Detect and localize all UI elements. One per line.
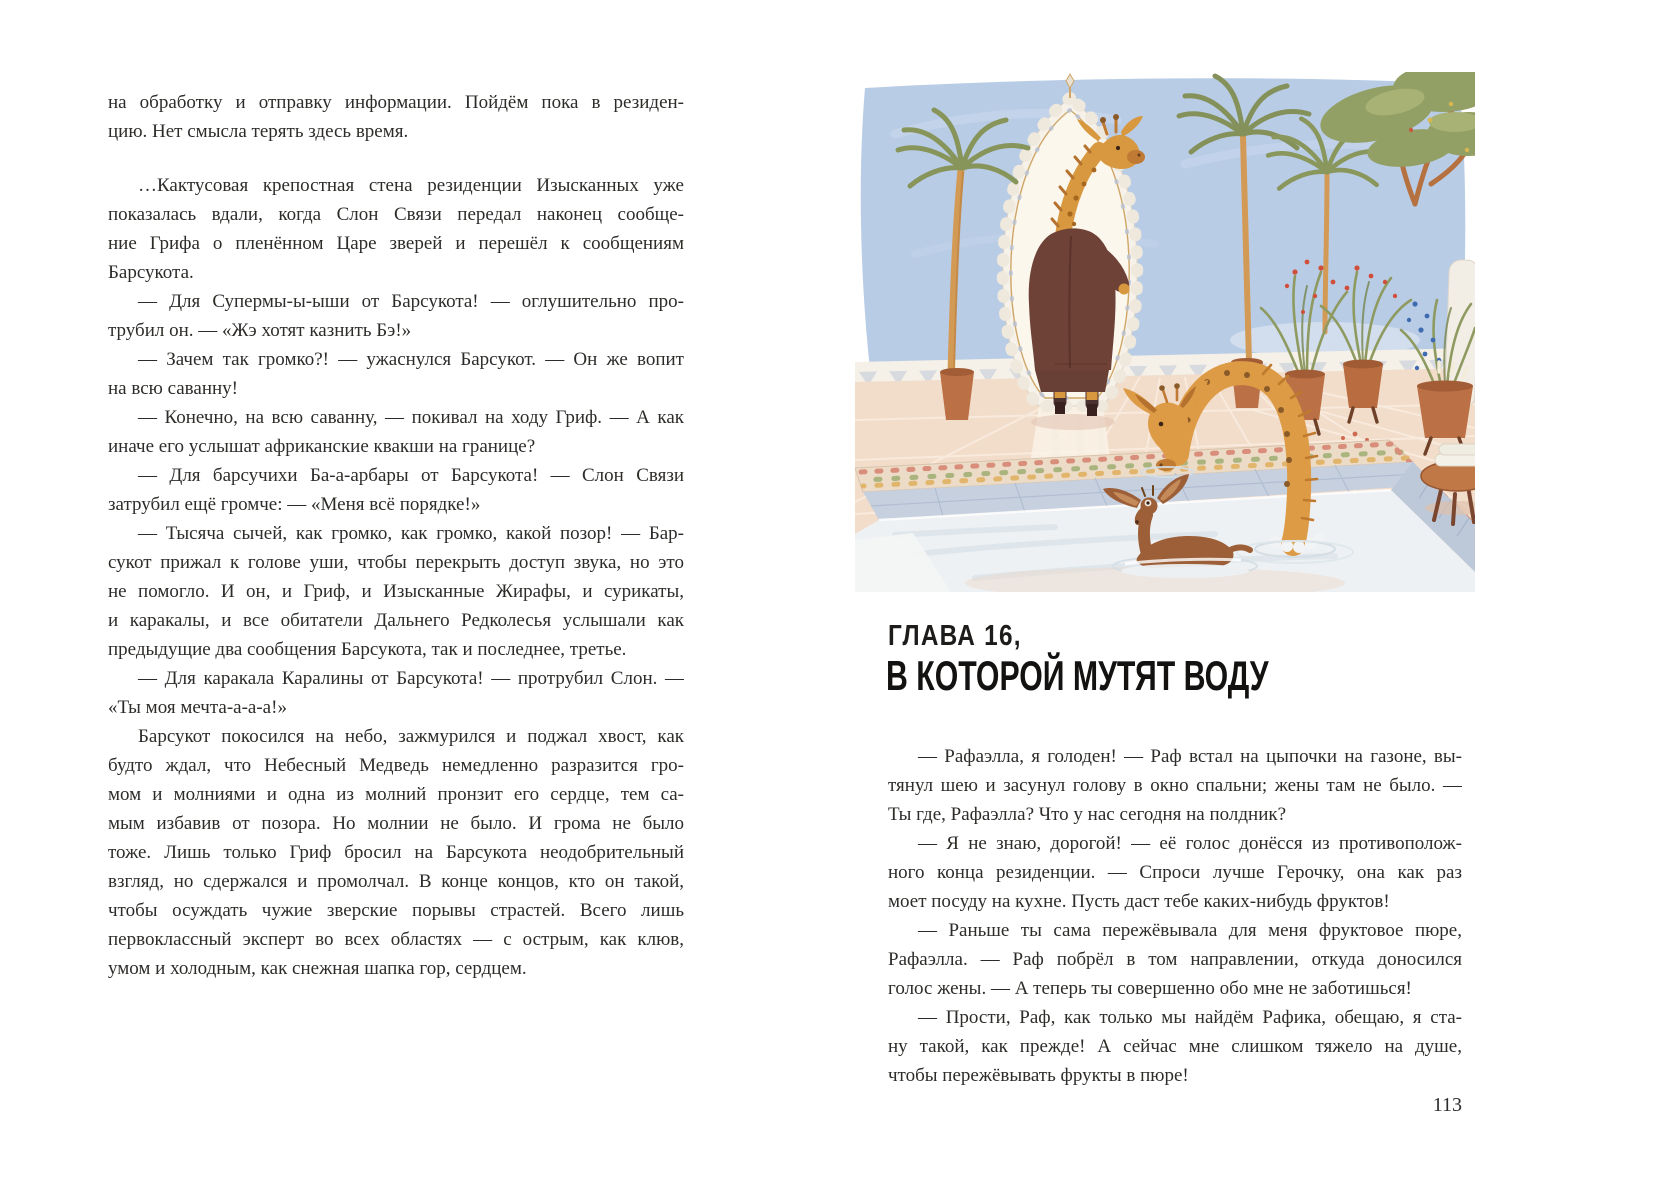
text-line: Барсукота. [108, 262, 194, 283]
paragraph [888, 742, 1462, 829]
text-line: предыдущие два сообщения Барсукота, так и последнее, третье. [108, 639, 627, 660]
text-line: не помогло. И он, и Гриф, и Изысканные Жирафы, и сурикаты, [108, 581, 684, 602]
text-line: — Раньше ты сама пережёвывала для меня фруктовое пюре, [918, 920, 1462, 941]
paragraph [108, 171, 684, 287]
paragraph [888, 1003, 1462, 1090]
text-line: мом и молниями и одна из молний пронзит его сердце, тем са- [108, 784, 684, 805]
paragraph [108, 287, 684, 345]
text-line: Рафаэлла. — Раф побрёл в том направлении, откуда доносился [888, 949, 1462, 970]
text-line: Ты где, Рафаэлла? Что у нас сегодня на полдник? [888, 804, 1287, 825]
paragraph [108, 403, 684, 461]
text-line: первоклассный эксперт во всех областях — с острым, как клюв, [108, 929, 684, 950]
paragraph [888, 829, 1462, 916]
text-line: ного конца резиденции. — Спроси лучше Герочку, она как раз [888, 862, 1462, 883]
text-line: мым избавив от позора. Но молнии не было. И грома не было [108, 813, 684, 834]
text-line: моет посуду на кухне. Пусть даст тебе каких-нибудь фруктов! [888, 891, 1390, 912]
text-line: — Для Супермы-ы-ыши от Барсукота! — оглушительно про- [138, 291, 684, 312]
paragraph [108, 664, 684, 722]
left-page-text [108, 88, 684, 983]
text-line: тянул шею и засунул голову в окно спальни; жены там не было. — [888, 775, 1462, 796]
flower-pot [1417, 386, 1473, 438]
text-line: — Тысяча сычей, как громко, как громко, какой позор! — Бар- [138, 523, 684, 544]
towel [1435, 454, 1475, 466]
text-line: — Зачем так громко?! — ужаснулся Барсукот. — Он же вопит [138, 349, 684, 370]
pool-illustration [855, 72, 1475, 592]
text-line: «Ты моя мечта-а-а-а!» [108, 697, 287, 718]
page-number: 113 [1432, 1094, 1462, 1116]
text-line: — Я не знаю, дорогой! — её голос донёсся из противополож- [918, 833, 1462, 854]
paragraph [108, 88, 684, 146]
towel [1439, 444, 1475, 455]
text-line: тоже. Лишь только Гриф бросил на Барсукота неодобрительный [108, 842, 684, 863]
paragraph [888, 916, 1462, 1003]
text-line: будто ждал, что Небесный Медведь немедленно разразится гро- [108, 755, 684, 776]
text-line: Барсукот покосился на небо, зажмурился и поджал хвост, как [138, 726, 684, 747]
chapter-kicker: ГЛАВА 16, [888, 620, 1022, 652]
text-line: — Для барсучихи Ба-а-арбары от Барсукота! — Слон Связи [138, 465, 684, 486]
giraffe-hand [1119, 284, 1130, 295]
paragraph [108, 461, 684, 519]
text-line: затрубил ещё громче: — «Меня всё порядке!» [108, 494, 481, 515]
paragraph [108, 345, 684, 403]
text-line: иначе его услышат африканские квакши на границе? [108, 436, 536, 457]
text-line: — Конечно, на всю саванну, — покивал на ходу Гриф. — А как [138, 407, 684, 428]
paragraph [108, 519, 684, 664]
text-line: цию. Нет смысла терять здесь время. [108, 121, 409, 142]
text-line: чтобы пережёвывать фрукты в пюре! [888, 1065, 1189, 1086]
text-line: на обработку и отправку информации. Пойдём пока в резиден- [108, 92, 684, 113]
text-line: голос жены. — А теперь ты совершенно обо мне не заботишься! [888, 978, 1412, 999]
right-page-text [888, 742, 1462, 1090]
text-line: на всю саванну! [108, 378, 239, 399]
text-line: — Для каракала Каралины от Барсукота! — протрубил Слон. — [138, 668, 684, 689]
text-line: и каракалы, и все обитатели Дальнего Редколесья услышали как [108, 610, 684, 631]
text-line: — Прости, Раф, как только мы найдём Рафика, обещаю, я ста- [918, 1007, 1462, 1028]
text-line: показалась вдали, когда Слон Связи передал наконец сообще- [108, 204, 684, 225]
text-line: умом и холодным, как снежная шапка гор, сердцем. [108, 958, 527, 979]
text-line: ну такой, как прежде! А сейчас мне слишком тяжело на душе, [888, 1036, 1462, 1057]
text-line: …Кактусовая крепостная стена резиденции Изысканных уже [138, 175, 684, 196]
flower-pot [1343, 364, 1383, 408]
paragraph [108, 722, 684, 983]
text-line: трубил он. — «Жэ хотят казнить Бэ!» [108, 320, 412, 341]
text-line: — Рафаэлла, я голоден! — Раф встал на цыпочки на газоне, вы- [918, 746, 1462, 767]
text-line: сукот прижал к голове уши, чтобы перекрыть доступ звука, но это [108, 552, 684, 573]
text-line: чтобы осуждать чужие зверские порывы страстей. Всего лишь [108, 900, 684, 921]
text-line: взгляд, но сдержался и промолчал. В конце концов, кто он такой, [108, 871, 684, 892]
chapter-title: В КОТОРОЙ МУТЯТ ВОДУ [886, 652, 1269, 699]
text-line: ние Грифа о пленённом Царе зверей и перешёл к сообщениям [108, 233, 684, 254]
